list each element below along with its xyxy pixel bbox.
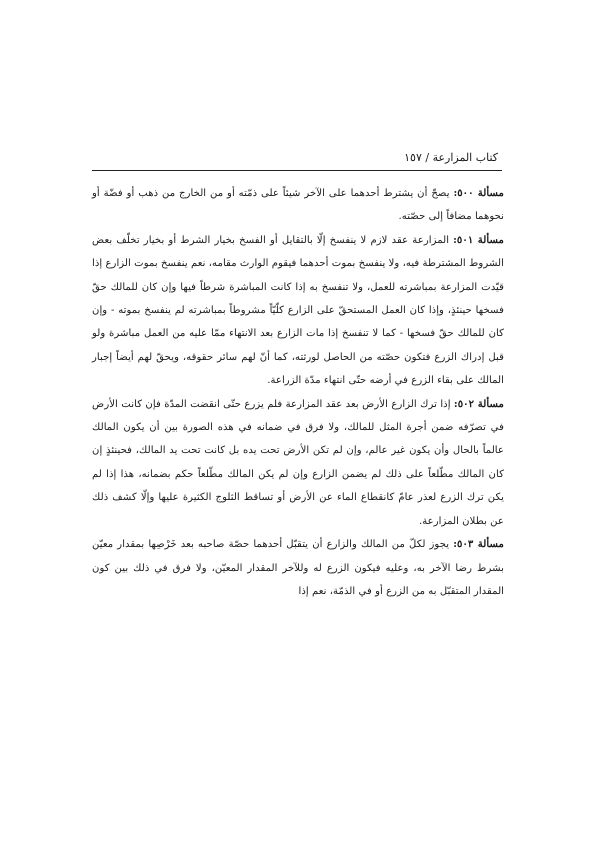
issue-text: يصحّ أن يشترط أحدهما على الآخر شيئاً على ذمّته أو من الخارج من ذهب أو فضّة أو نحوهما مضافاً إلى حصّته. (92, 188, 504, 223)
page-body (92, 182, 504, 603)
issue-title: مسألة ٥٠١: (453, 233, 504, 246)
issue-paragraph (92, 533, 504, 603)
issue-paragraph (92, 393, 504, 533)
running-header: كتاب المزارعة / ١٥٧ (404, 151, 498, 164)
issue-paragraph (92, 182, 504, 229)
issue-title: مسألة ٥٠٠: (453, 187, 504, 199)
issue-text: المزارعة عقد لازم لا ينفسخ إلّا بالتقايل أو الفسخ بخيار الشرط أو بخيار تخلّف بعض الشروط المشترطة فيه، ولا ينفسخ بموت أحدهما فيقوم الوارث مقامه، نعم ينفسخ بموت الزارع إذا قيّدت المزارعة بمباشرته للعمل، ولا تنفسخ به إذا كانت المباشرة شرطاً فيها وإن كان للمالك حقّ فسخها حينئذٍ، وإذا كان العمل المستحقّ على الزارع كلّيّاً مشروطاً بمباشرته لم ينفسخ بموته - وإن كان للمالك حقّ فسخها - كما لا تنفسخ إذا مات الزارع بعد الانتهاء ممّا عليه من العمل مباشرة ولو قبل إدراك الزرع فتكون حصّته من الحاصل لورثته، كما أنّ لهم سائر حقوقه، ويحقّ لهم أيضاً إجبار المالك على بقاء الزرع في أرضه حتّى انتهاء مدّة الزراعة. (92, 234, 504, 387)
issue-title: مسألة ٥٠٣: (453, 538, 504, 551)
issue-text: يجوز لكلّ من المالك والزارع أن يتقبّل أحدهما حصّة صاحبه بعد خَرْصِها بمقدار معيّن بشرط رضا الآخر به، وعليه فيكون الزرع له وللآخر المقدار المعيّن، ولا فرق في ذلك بين كون المقدار المتقبّل به من الزرع أو في الذمّة، نعم إذا (92, 539, 504, 597)
header-rule (92, 170, 502, 171)
issue-text: إذا ترك الزارع الأرض بعد عقد المزارعة فلم يزرع حتّى انقضت المدّة فإن كانت الأرض في تصرّفه ضمن أجرة المثل للمالك، ولا فرق في ضمانه في هذه الصورة بين أن يكون المالك عالماً بالحال وأن يكون غير عالم، وإن لم تكن الأرض تحت يده بل كانت تحت يد المالك، فحينئذٍ إن كان المالك مطّلعاً على ذلك لم يضمن الزارع وإن لم يكن المالك مطّلعاً حكم بضمانه، هذا إذا لم يكن ترك الزرع لعذر عامّ كانقطاع الماء عن الأرض أو تساقط الثلوج الكثيرة عليها وإلّا كشف ذلك عن بطلان المزارعة. (92, 398, 504, 527)
issue-title: مسألة ٥٠٢: (453, 397, 505, 410)
issue-paragraph (92, 229, 504, 393)
